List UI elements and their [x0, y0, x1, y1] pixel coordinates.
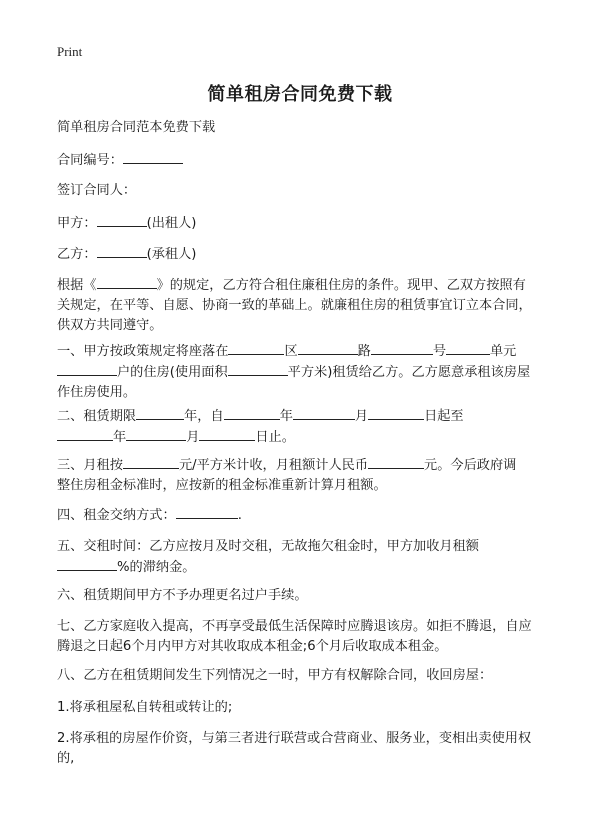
- blank: [176, 505, 238, 519]
- blank: [371, 341, 433, 355]
- blank: [446, 341, 490, 355]
- print-link[interactable]: Print: [57, 44, 83, 59]
- intro-text: 关规定，在平等、自愿、协商一致的革础上。就廉租住房的租赁事宜订立本合同，: [57, 298, 532, 313]
- contract-number-label: 合同编号：: [57, 153, 123, 168]
- party-b-blank: [97, 244, 147, 258]
- clause-5: [57, 537, 549, 578]
- blank: [293, 406, 355, 420]
- clause-text: 单元: [490, 344, 517, 359]
- clause-text: 2.将承租的房屋作价资，与第三者进行联营或合营商业、服务业，变相出卖使用权: [57, 731, 532, 746]
- clause-text: 整住房租金标准时，应按新的租金标准重新计算月租额。: [57, 478, 387, 493]
- clause-6: 六、租赁期间甲方不予办理更名过户手续。: [57, 588, 308, 603]
- subtitle: 简单租房合同范本免费下载: [57, 120, 216, 135]
- clause-text: 户的住房(使用面积: [117, 365, 228, 380]
- blank: [368, 455, 424, 469]
- clause-text: 月: [354, 409, 369, 424]
- party-b-role: (承租人): [146, 247, 197, 262]
- intro-text: 根据《: [57, 278, 97, 293]
- party-a-prefix: 甲方：: [57, 216, 97, 231]
- clause-text: .: [237, 508, 242, 523]
- party-a-blank: [97, 213, 147, 227]
- clause-text: 路: [357, 344, 371, 359]
- clause-7: [57, 617, 549, 657]
- clause-2: [57, 406, 549, 448]
- blank: [298, 341, 358, 355]
- blank: [228, 341, 284, 355]
- clause-8: 八、乙方在租赁期间发生下列情况之一时，甲方有权解除合同，收回房屋：: [57, 668, 493, 683]
- blank: [368, 406, 424, 420]
- clause-text: 二、租赁期限: [57, 409, 137, 424]
- blank: [224, 406, 280, 420]
- law-name-blank: [97, 275, 157, 289]
- blank: [57, 362, 117, 376]
- party-b-line: [57, 244, 549, 265]
- clause-text: 年: [279, 409, 293, 424]
- clause-text: %的滞纳金。: [117, 560, 196, 575]
- contract-number: [57, 150, 549, 171]
- blank: [126, 427, 186, 441]
- intro-paragraph: [57, 275, 549, 336]
- clause-text: 平方米)租赁给乙方。乙方愿意承租该房屋: [287, 365, 531, 380]
- clause-text: 日止。: [255, 430, 295, 445]
- clause-text: 作住房使用。: [57, 385, 137, 400]
- party-b-prefix: 乙方：: [57, 247, 97, 262]
- clause-text: 腾退之日起6个月内甲方对其收取成本租金;6个月后收取成本租金。: [57, 639, 448, 654]
- blank: [57, 557, 117, 571]
- clause-text: 三、月租按: [57, 458, 123, 473]
- clause-text: 元/平方米计收，月租额计人民币: [178, 458, 369, 473]
- party-a-role: (出租人): [146, 216, 197, 231]
- clause-text: 五、交租时间：乙方应按月及时交租，无故拖欠租金时，甲方加收月租额: [57, 539, 479, 554]
- clause-text: 号: [432, 344, 446, 359]
- clause-text: 七、乙方家庭收入提高，不再享受最低生活保障时应腾退该房。如拒不腾退，自应: [57, 619, 532, 634]
- clause-text: 年: [113, 430, 127, 445]
- blank: [228, 362, 288, 376]
- blank: [57, 427, 113, 441]
- blank: [199, 427, 255, 441]
- clause-8-item-2: [57, 729, 549, 769]
- clause-4: [57, 505, 549, 526]
- blank: [136, 406, 184, 420]
- clause-8-item-1: 1.将承租屋私自转租或转让的;: [57, 700, 233, 715]
- page-title: 简单租房合同免费下载: [207, 84, 393, 105]
- clause-text: 元。今后政府调: [424, 458, 517, 473]
- intro-text: 供双方共同遵守。: [57, 318, 163, 333]
- signers-label: 签订合同人：: [57, 183, 137, 198]
- intro-text: 》的规定，乙方符合租住廉租住房的条件。现甲、乙双方按照有: [156, 278, 526, 293]
- blank: [123, 455, 179, 469]
- party-a-line: [57, 213, 549, 234]
- clause-text: 一、甲方按政策规定将座落在: [57, 344, 229, 359]
- clause-3: [57, 455, 549, 496]
- contract-number-blank: [123, 150, 183, 164]
- clause-1: [57, 341, 549, 403]
- clause-text: 区: [284, 344, 298, 359]
- clause-text: 四、租金交纳方式：: [57, 508, 176, 523]
- clause-text: 月: [186, 430, 200, 445]
- clause-text: 年，自: [184, 409, 224, 424]
- clause-text: 日起至: [424, 409, 464, 424]
- clause-text: 的,: [57, 751, 75, 766]
